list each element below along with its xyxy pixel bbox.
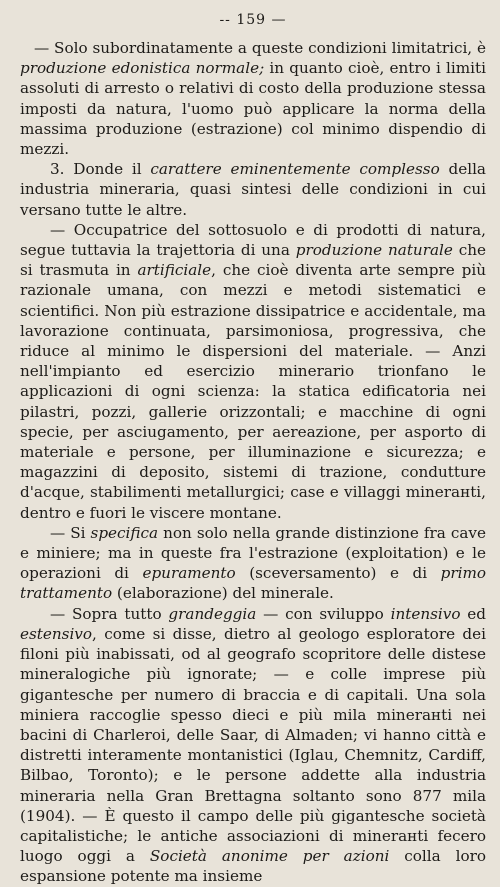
text-segment: che si trasmuta in	[20, 241, 486, 280]
italic-text: carattere eminentemente complesso	[150, 160, 440, 179]
italic-text: Società anonime per azioni	[149, 847, 390, 866]
paragraph-4	[20, 523, 486, 604]
text-segment: 3. Donde il	[50, 160, 151, 179]
text-segment: — Occupatrice del sottosuolo e di prodotti di natura, segue tuttavia la trajettoria di una	[20, 220, 486, 260]
italic-text: specifica	[90, 523, 159, 542]
text-segment: (elaborazione) del minerale.	[112, 584, 334, 603]
text-segment: non solo nella grande distinzione fra cave e miniere; ma in queste fra l'estrazione (exploitation) e le operazioni di	[20, 523, 486, 583]
italic-text: artificiale	[137, 261, 212, 280]
paragraph-1	[20, 38, 486, 159]
italic-text: epuramento	[142, 564, 236, 583]
text-segment: — con sviluppo	[256, 604, 391, 623]
text-segment: colla loro espansione potente ma insieme	[20, 847, 487, 886]
paragraph-2	[20, 159, 486, 220]
italic-text: grandeggia	[168, 604, 257, 623]
text-segment: — Solo subordinatamente a queste condizioni limitatrici, è	[34, 39, 486, 57]
italic-text: primo trattamento	[20, 564, 486, 603]
italic-text: produzione edonistica normale;	[20, 59, 265, 78]
page-number: -- 159 —	[219, 12, 287, 28]
text-segment: , come si disse, dietro al geologo esploratore dei filoni più inabissati, od al geografo scopritore delle distese mineralogiche più ignorate; — e colle imprese più gigantesche per numero di braccia e di capitali. Una sola miniera raccoglie spesso dieci e più mila minerанti nei bacini di Charleroi, delle Saar, di Almaden; vi hanno città e distretti interamente montanistici (Iglau, Chemnitz, Cardiff, Bilbao, Toronto); e le persone addette alla industria mineraria nella Gran Brettagna soltanto sono 877 mila (1904). — È questo il campo delle più gigantesche società capitalistiche; le antiche associazioni di minerанti fecero luogo oggi a	[20, 624, 486, 866]
text-segment: ed	[460, 604, 486, 623]
text-segment: in quanto cioè, entro i limiti assoluti di arresto o relativi di costo della produzione stessa imposti da natura, l'uomo può applicare la norma della massima produzione (estrazione) col minimo dispendio di mezzi.	[20, 59, 486, 159]
text-segment: — Si	[50, 523, 91, 542]
italic-text: intensivo	[390, 604, 461, 623]
italic-text: produzione naturale	[295, 241, 453, 260]
text-segment: (sceversamento) e di	[235, 564, 441, 583]
paragraph-5	[20, 604, 486, 887]
paragraph-3	[20, 220, 486, 523]
italic-text: estensivo	[20, 624, 93, 643]
text-segment: della industria mineraria, quasi sintesi delle condizioni in cui versano tutte le altre.	[20, 160, 486, 219]
text-segment: — Sopra tutto	[50, 604, 169, 623]
text-segment: , che cioè diventa arte sempre più razionale umana, con mezzi e metodi sistematici e scientifici. Non più estrazione dissipatrice e accidentale, ma lavorazione continuata, parsimoniosa, progressiva, che riduce al minimo le dispersioni del materiale. — Anzi nell'impianto ed esercizio minerario trionfano le applicazioni di ogni scienza: la statica edificatoria nei pilastri, pozzi, gallerie orizzontali; e macchine di ogni specie, per asciugamento, per aereazione, per asporto di materiale e persone, per illuminazione e sicurezza; e magazzini di deposito, sistemi di trazione, condutture d'acque, stabilimenti metallurgici; case e villaggi minerанti, dentro e fuori le viscere montane.	[20, 261, 486, 522]
